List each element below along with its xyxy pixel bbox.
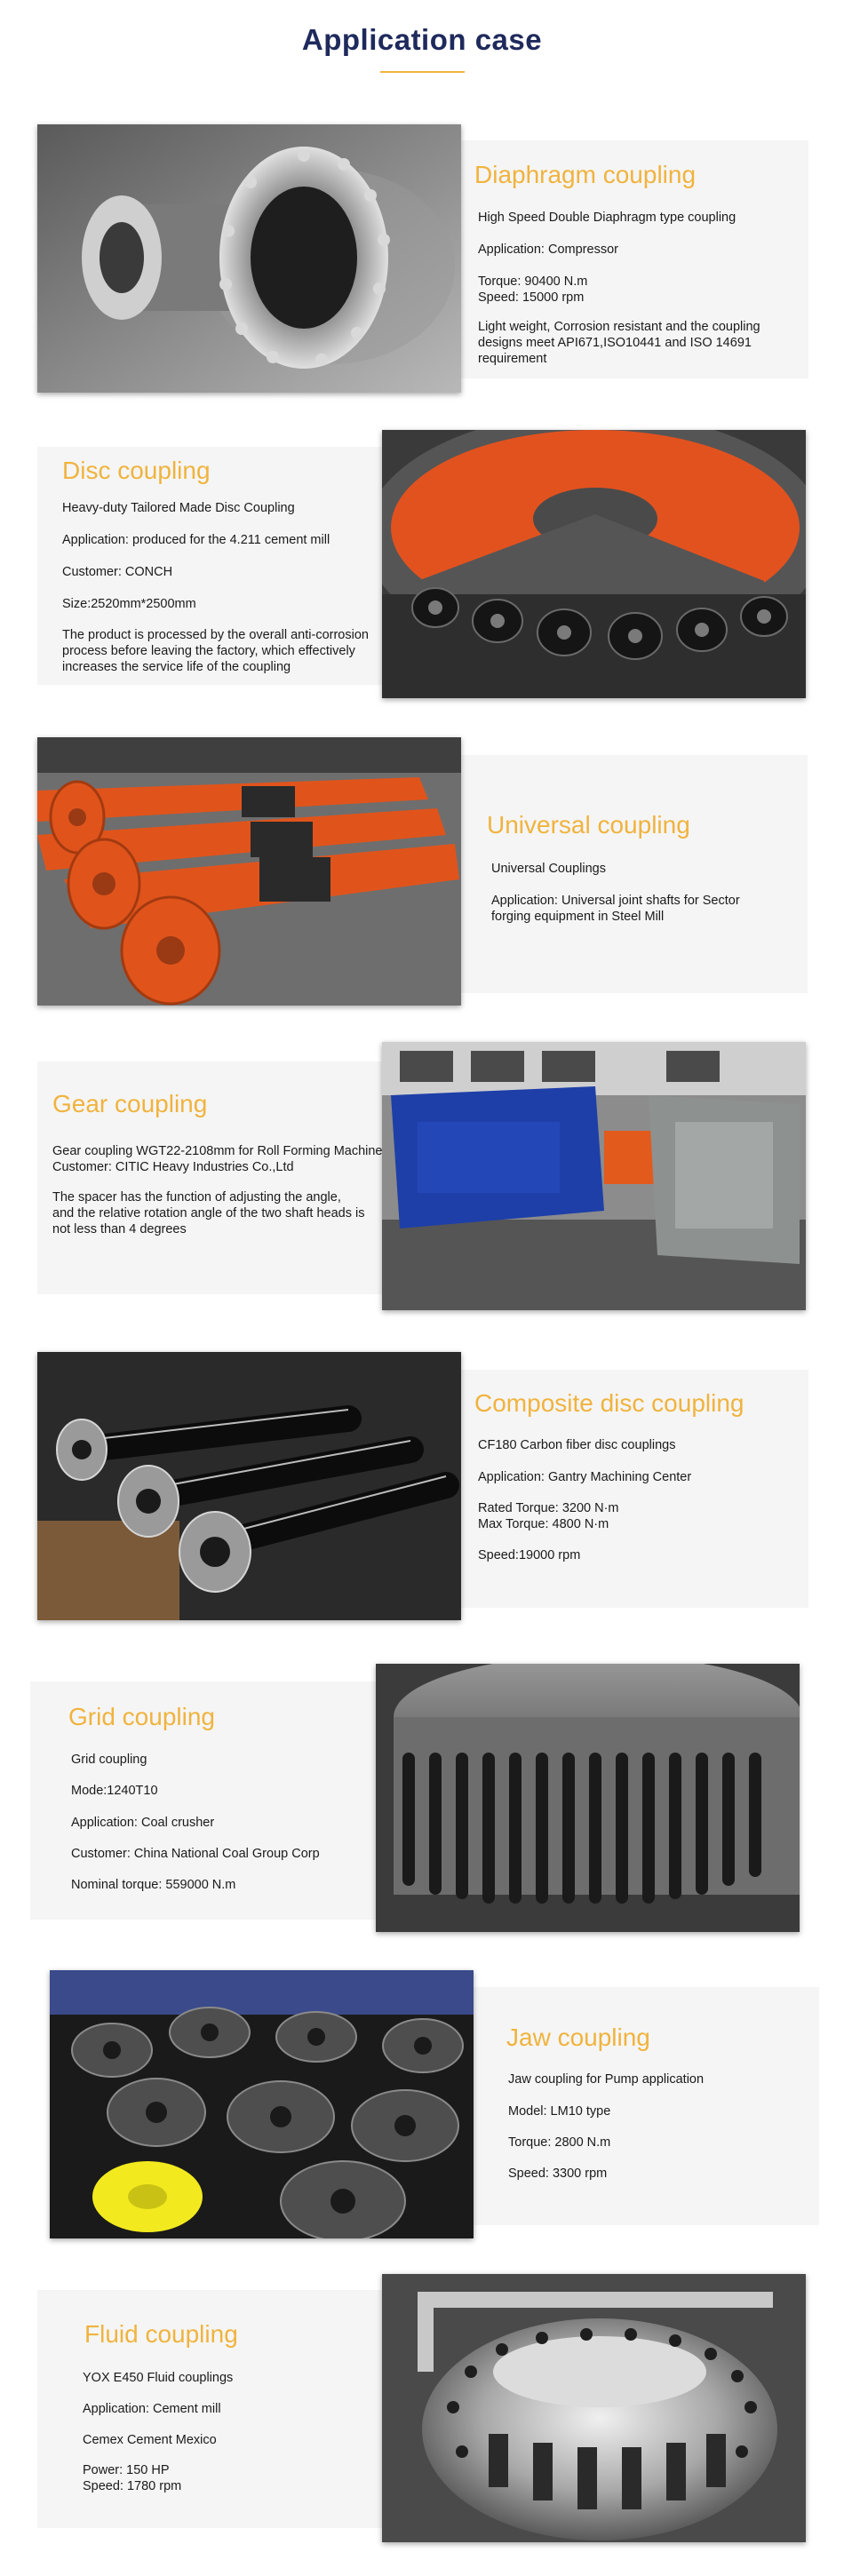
- case-title-composite-disc: Composite disc coupling: [474, 1389, 744, 1417]
- case-line: Application: Coal crusher: [71, 1816, 215, 1830]
- case-line: Torque: 90400 N.m: [478, 274, 588, 289]
- case-line: Application: Universal joint shafts for Sector: [491, 894, 740, 908]
- case-line: Mode:1240T10: [71, 1784, 158, 1798]
- case-line: forging equipment in Steel Mill: [491, 910, 665, 924]
- case-title-grid: Grid coupling: [68, 1703, 215, 1730]
- case-line: increases the service life of the coupling: [62, 660, 291, 674]
- case-line: process before leaving the factory, which effectively: [62, 644, 355, 658]
- case-line: and the relative rotation angle of the two shaft heads is: [52, 1206, 365, 1220]
- case-title-gear: Gear coupling: [52, 1090, 208, 1117]
- case-line: Cemex Cement Mexico: [83, 2433, 217, 2447]
- case-line: Speed: 1780 rpm: [83, 2479, 182, 2493]
- case-line: CF180 Carbon fiber disc couplings: [478, 1438, 676, 1452]
- case-line: YOX E450 Fluid couplings: [83, 2371, 234, 2385]
- case-title-fluid: Fluid coupling: [84, 2320, 238, 2348]
- case-line: Nominal torque: 559000 N.m: [71, 1878, 236, 1892]
- case-title-disc: Disc coupling: [62, 457, 211, 484]
- case-line: Speed: 3300 rpm: [508, 2167, 608, 2181]
- case-title-universal: Universal coupling: [487, 811, 690, 839]
- case-line: Speed: 15000 rpm: [478, 290, 585, 305]
- case-line: requirement: [478, 352, 547, 366]
- page-title: Application case: [301, 23, 543, 56]
- case-line: The spacer has the function of adjusting the angle,: [52, 1190, 341, 1205]
- case-line: High Speed Double Diaphragm type coupling: [478, 211, 737, 225]
- case-line: Power: 150 HP: [83, 2463, 170, 2477]
- grid-coupling-photo: [376, 1664, 800, 1932]
- universal-coupling-photo: [37, 737, 461, 1006]
- case-line: The product is processed by the overall anti-corrosion: [62, 628, 369, 642]
- case-line: Application: Gantry Machining Center: [478, 1470, 692, 1484]
- diaphragm-coupling-photo: [37, 124, 461, 393]
- composite-disc-coupling-photo: [37, 1352, 461, 1620]
- case-line: Max Torque: 4800 N·m: [478, 1517, 609, 1531]
- case-line: Heavy-duty Tailored Made Disc Coupling: [62, 501, 295, 515]
- gear-coupling-photo: [382, 1042, 806, 1310]
- case-line: Rated Torque: 3200 N·m: [478, 1501, 619, 1515]
- case-line: Universal Couplings: [491, 862, 606, 876]
- case-line: Torque: 2800 N.m: [508, 2135, 611, 2150]
- case-line: Customer: CONCH: [62, 565, 173, 579]
- case-line: not less than 4 degrees: [52, 1222, 187, 1236]
- case-line: Customer: CITIC Heavy Industries Co.,Ltd: [52, 1160, 294, 1174]
- case-title-jaw: Jaw coupling: [506, 2023, 650, 2051]
- title-underline: [380, 71, 465, 73]
- disc-coupling-photo: [382, 430, 806, 698]
- case-line: Size:2520mm*2500mm: [62, 597, 196, 611]
- case-line: Speed:19000 rpm: [478, 1548, 581, 1562]
- case-line: Customer: China National Coal Group Corp: [71, 1847, 320, 1861]
- case-line: Application: produced for the 4.211 cement mill: [62, 533, 330, 547]
- case-line: designs meet API671,ISO10441 and ISO 14691: [478, 336, 752, 350]
- fluid-coupling-photo: [382, 2274, 806, 2542]
- case-line: Gear coupling WGT22-2108mm for Roll Forming Machine: [52, 1144, 383, 1158]
- case-line: Application: Compressor: [478, 242, 618, 257]
- case-line: Jaw coupling for Pump application: [508, 2072, 705, 2087]
- case-title-diaphragm: Diaphragm coupling: [474, 161, 697, 188]
- case-line: Grid coupling: [71, 1753, 147, 1767]
- case-line: Model: LM10 type: [508, 2104, 611, 2119]
- jaw-coupling-photo: [50, 1970, 474, 2238]
- case-line: Application: Cement mill: [83, 2402, 221, 2416]
- case-line: Light weight, Corrosion resistant and the coupling: [478, 320, 760, 334]
